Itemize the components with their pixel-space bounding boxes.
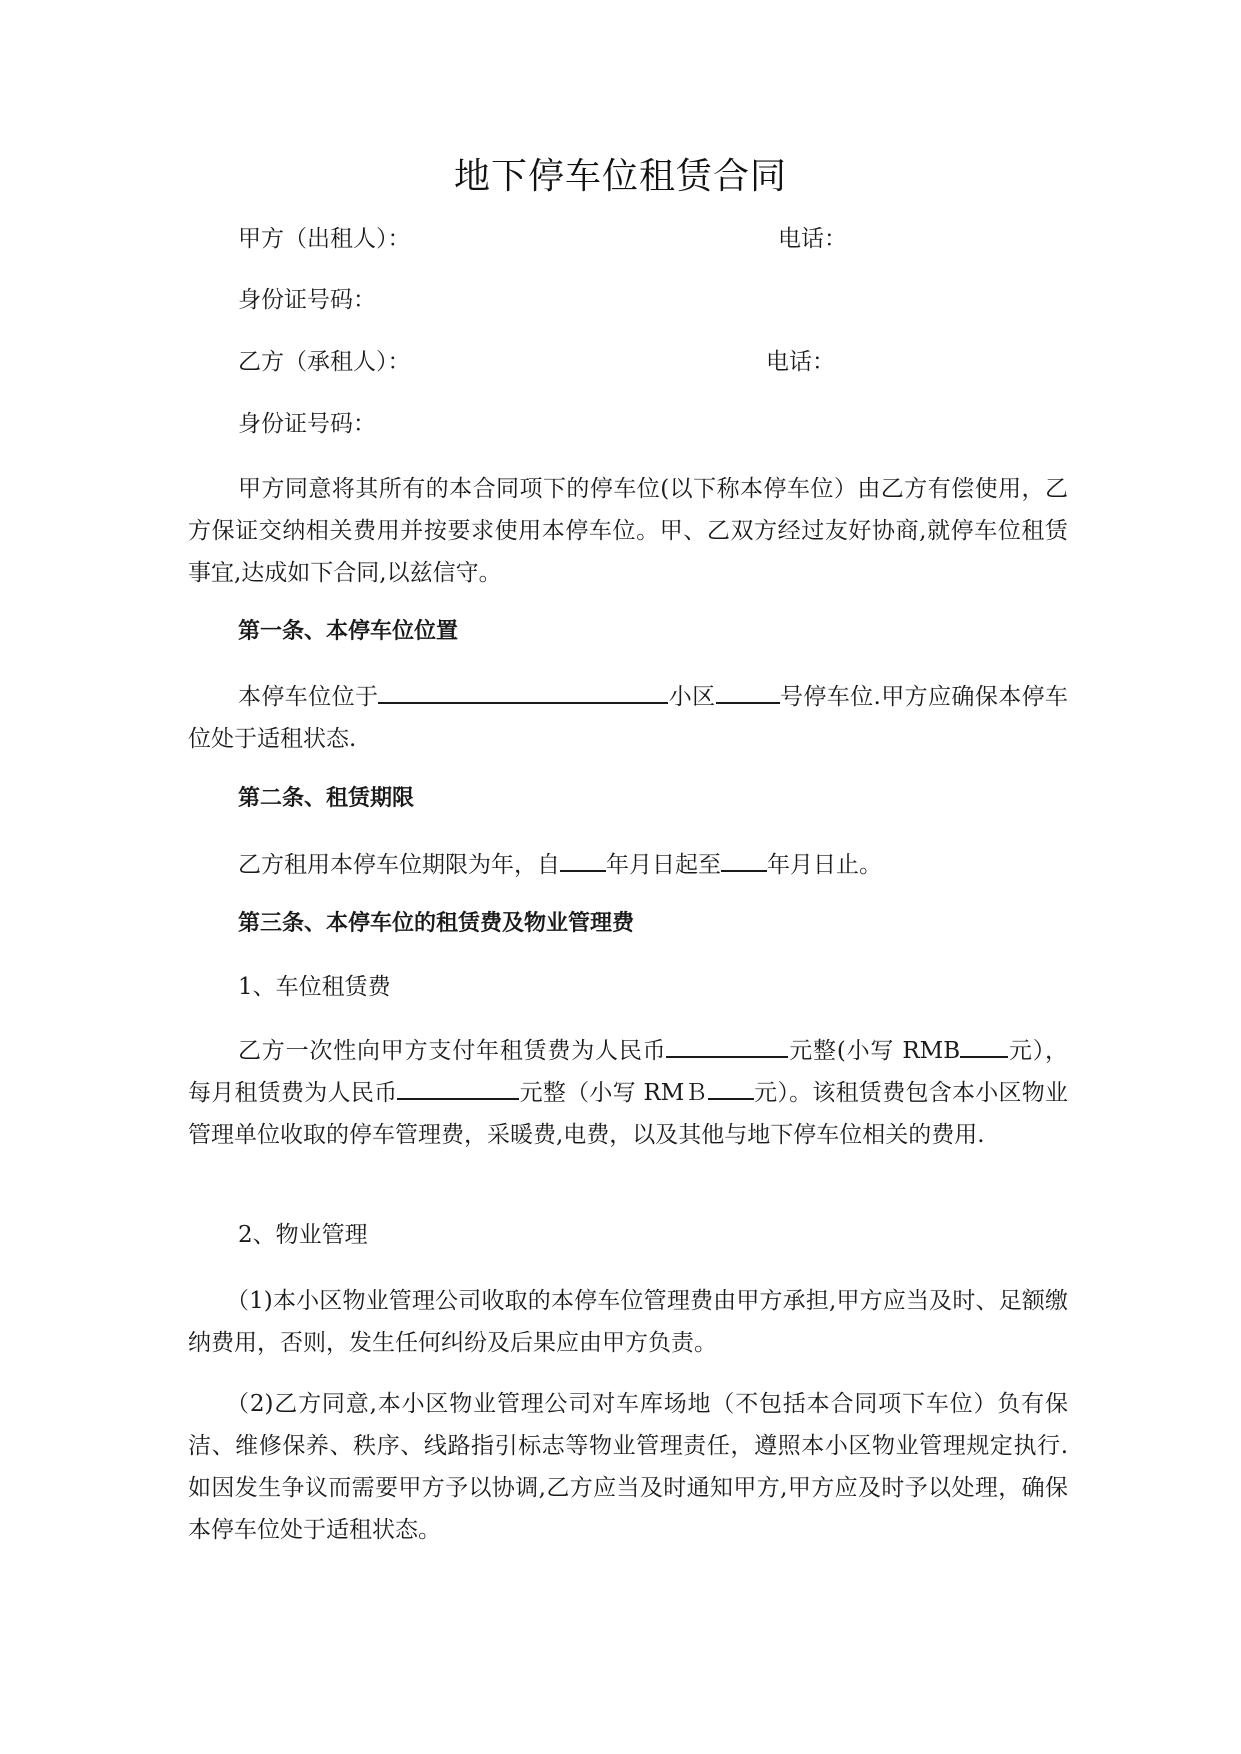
article-1-text-start: 本停车位位于 [238,684,379,710]
fee-text-d: 元整（小写 RMＢ [519,1080,708,1106]
party-b-id-label: 身份证号码： [238,411,376,437]
article-3-heading: 第三条、本停车位的租赁费及物业管理费 [238,911,635,936]
end-year-blank [721,848,767,872]
fee-text-e: 元）。该租赁费包含本小区物业管理单位收取的停车管理费，采暖费,电费，以及其他与地下停车位相关的费用. [188,1080,1069,1148]
monthly-fee-blank [397,1076,519,1100]
article-1-heading: 第一条、本停车位位置 [238,619,459,644]
annual-fee-blank [666,1034,788,1058]
space-number-blank [716,680,780,704]
party-b-label: 乙方（承租人）： [238,349,411,375]
article-1-text-end: 号停车位.甲方应确保本停车位处于适租状态. [188,684,1069,752]
article-2-text-end: 年月日止。 [767,852,882,878]
location-blank [378,680,668,704]
article-2-text-start: 乙方租用本停车位期限为年，自 [238,852,560,878]
party-a-id-label: 身份证号码： [238,287,376,313]
monthly-fee-rmb-blank [708,1076,754,1100]
article-1-text-mid: 小区 [668,684,716,710]
party-a-label: 甲方（出租人）： [238,226,411,252]
fee-subheading: 1、车位租赁费 [238,974,391,1000]
fee-text-c: 元），每月租赁费为人民币 [188,1038,1069,1106]
party-b-phone-label: 电话： [766,349,835,375]
party-a-phone-label: 电话： [778,226,847,252]
document-title: 地下停车位租赁合同 [453,156,787,197]
property-item-1: （1)本小区物业管理公司收取的本停车位管理费由甲方承担,甲方应当及时、足额缴纳费用，否则，发生任何纠纷及后果应由甲方负责。 [188,1288,1068,1356]
intro-paragraph: 甲方同意将其所有的本合同项下的停车位(以下称本停车位）由乙方有偿使用，乙方保证交纳相关费用并按要求使用本停车位。甲、乙双方经过友好协商,就停车位租赁事宜,达成如下合同,以兹信守。 [188,476,1068,586]
fee-text-b: 元整(小写 RMB [788,1038,961,1064]
start-year-blank [560,848,606,872]
property-subheading: 2、物业管理 [238,1222,368,1248]
article-2-heading: 第二条、租赁期限 [238,786,415,811]
fee-paragraph [188,1030,1068,1156]
annual-fee-rmb-blank [960,1034,1008,1058]
article-2-text-mid: 年月日起至 [606,852,721,878]
article-2-line [238,848,882,880]
property-item-2: （2)乙方同意,本小区物业管理公司对车库场地（不包括本合同项下车位）负有保洁、维修保养、秩序、线路指引标志等物业管理责任，遵照本小区物业管理规定执行.如因发生争议而需要甲方予以协调,乙方应当及时通知甲方,甲方应及时予以处理，确保本停车位处于适租状态。 [188,1391,1068,1543]
fee-text-a: 乙方一次性向甲方支付年租赁费为人民币 [238,1038,667,1064]
article-1-paragraph [188,676,1068,760]
